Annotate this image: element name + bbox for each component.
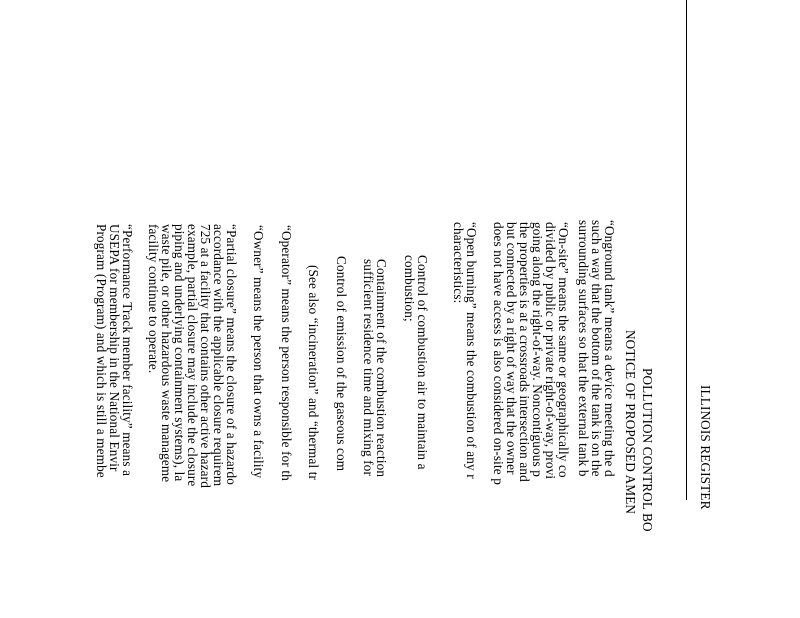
item-line: sufficient residence time and mixing for bbox=[361, 259, 376, 477]
performance-track-line: USEPA for membership in the National Envir bbox=[107, 224, 122, 472]
partial-closure-line: piping and underlying containment systems), la bbox=[172, 224, 187, 482]
header-rule bbox=[686, 0, 687, 500]
definition-performance-track bbox=[95, 224, 134, 478]
partial-closure-line: example, partial closure may include the closure bbox=[185, 224, 200, 487]
open-burning-item-2 bbox=[362, 259, 388, 477]
onground-line: “Onground tank” means a device meeting the d bbox=[602, 220, 617, 477]
item-line: combustion; bbox=[402, 255, 417, 322]
definition-onground-tank bbox=[577, 220, 616, 477]
open-burning-line: characteristics: bbox=[451, 222, 466, 304]
register-title: ILLINOIS REGISTER bbox=[698, 385, 713, 510]
definition-open-burning bbox=[452, 222, 478, 479]
partial-closure-line: 725 at a facility that contains other active hazard bbox=[198, 224, 213, 488]
definition-on-site bbox=[492, 222, 570, 485]
item-line: Control of combustion air to maintain a bbox=[415, 255, 430, 470]
open-burning-line: “Open burning” means the combustion of any r bbox=[464, 222, 479, 479]
open-burning-item-1 bbox=[403, 255, 429, 470]
partial-closure-line: “Partial closure” means the closure of a hazardo bbox=[224, 224, 239, 485]
board-title: POLLUTION CONTROL BO bbox=[640, 368, 655, 532]
partial-closure-line: accordance with the applicable closure requirem bbox=[211, 224, 226, 487]
partial-closure-line: waste pile, or other hazardous waste manageme bbox=[159, 224, 174, 483]
open-burning-item-3 bbox=[335, 256, 348, 471]
partial-closure-line: facility continue to operate. bbox=[146, 224, 161, 374]
onground-line: surrounding surfaces so that the external tank b bbox=[576, 220, 591, 477]
onsite-line: the properties is at a crossroads intersection and bbox=[517, 222, 532, 482]
onsite-line: going along the right-of-way. Noncontiguous p bbox=[530, 222, 545, 477]
onsite-line: does not have access is also considered on-site p bbox=[491, 222, 506, 485]
see-also-note: (See also “incineration” and “thermal tr bbox=[306, 265, 321, 481]
definition-partial-closure bbox=[147, 224, 238, 488]
notice-title: NOTICE OF PROPOSED AMEN bbox=[623, 330, 638, 515]
onsite-line: divided by public or private right-of-way, provi bbox=[543, 222, 558, 480]
item-line: Control of emission of the gaseous com bbox=[334, 256, 349, 472]
onsite-line: but connected by a right of way that the owner bbox=[504, 222, 519, 475]
onsite-line: “On-site” means the same or geographically co bbox=[556, 222, 571, 478]
onground-line: such a way that the bottom of the tank is on the bbox=[589, 220, 604, 477]
performance-track-line: Program (Program) and which is still a membe bbox=[94, 224, 109, 478]
definition-operator: “Operator” means the person responsible for th bbox=[279, 225, 294, 481]
item-line: Containment of the combustion reaction bbox=[374, 259, 389, 478]
performance-track-line: “Performance Track member facility” means a bbox=[120, 224, 135, 477]
definition-owner: “Owner” means the person that owns a facility bbox=[251, 225, 266, 479]
